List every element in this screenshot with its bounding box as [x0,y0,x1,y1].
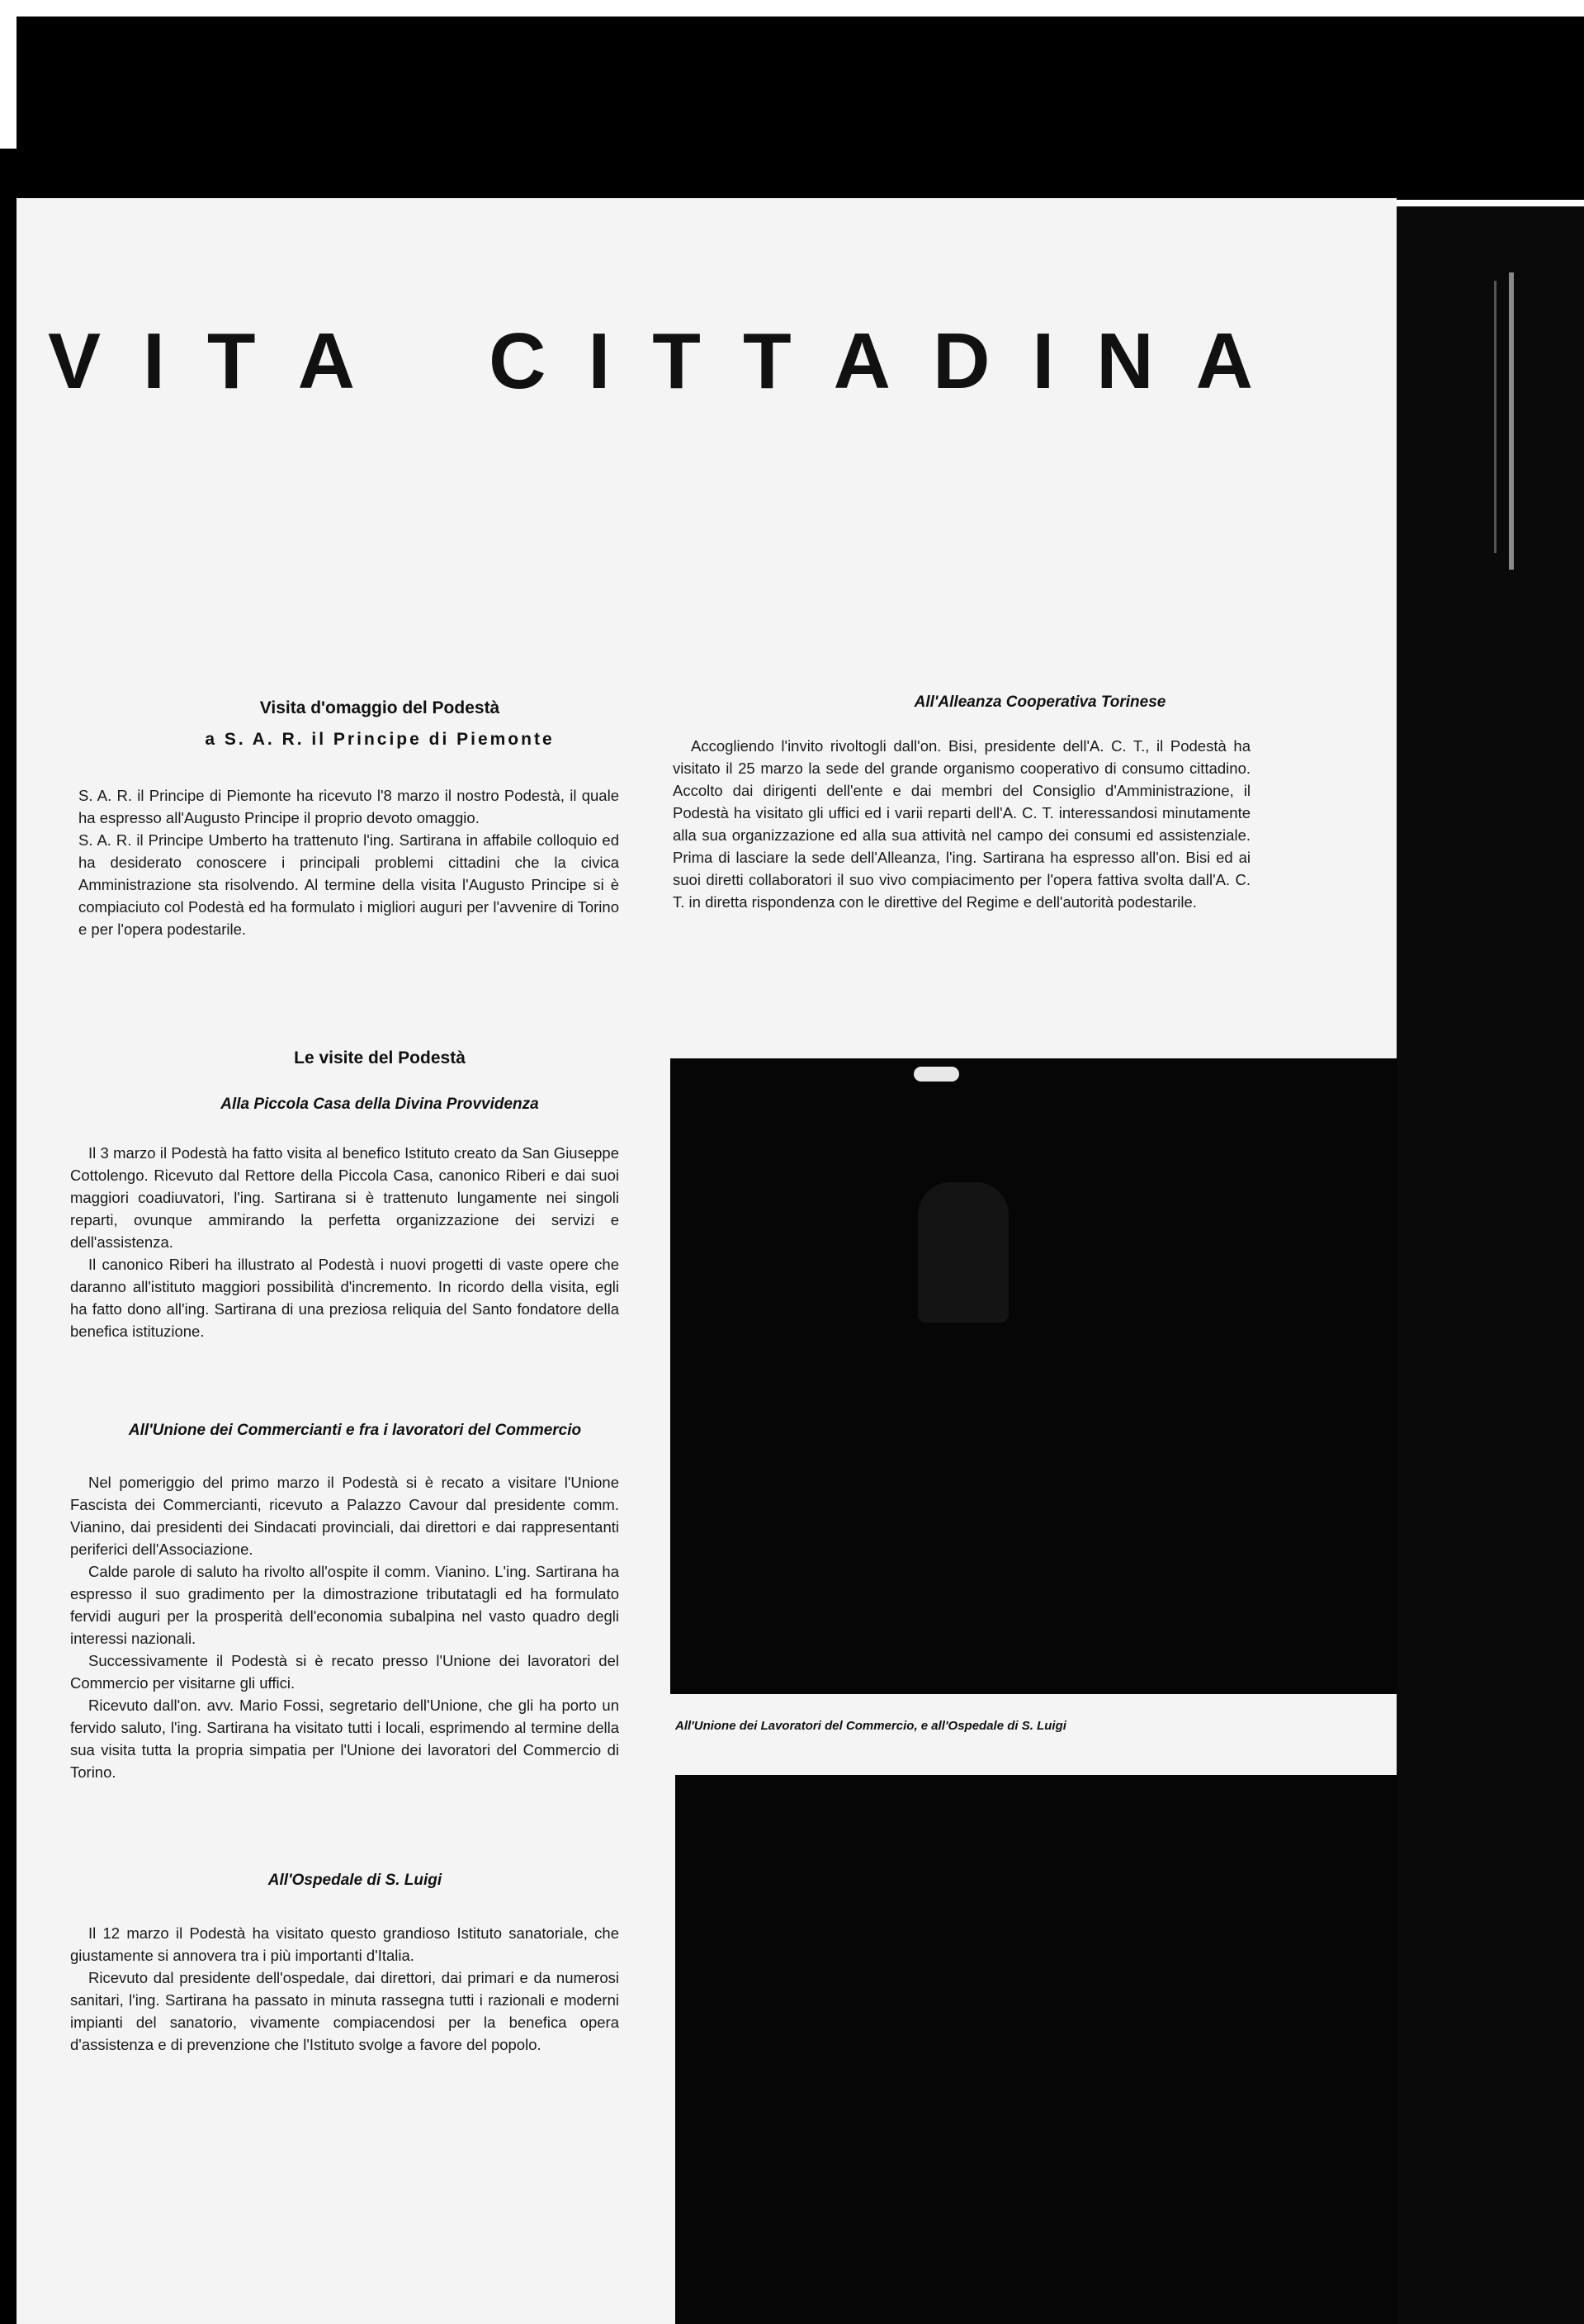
title-letter: N [1096,317,1154,405]
title-letter: T [206,317,256,405]
photo-top [670,1058,1397,1694]
paragraph: Calde parole di saluto ha rivolto all'ospite il comm. Vianino. L'ing. Sartirana ha espresso il suo gradimento per la dimostrazione tributatagli ed ha formulato fervidi auguri per la prosperità dell'economia subalpina nel vasto quadro degli interessi nazionali. [70,1563,619,1647]
paragraph: S. A. R. il Principe Umberto ha trattenuto l'ing. Sartirana in affabile colloquio ed ha desiderato conoscere i principali problemi cittadini che la civica Amministrazione sta risolvendo. Al termine della visita l'Augusto Principe si è compiaciuto col Podestà ed ha formulato i migliori auguri per l'avvenire di Torino e per l'opera podestarile. [78,831,619,938]
paragraph: Nel pomeriggio del primo marzo il Podestà si è recato a visitare l'Unione Fascista dei Commercianti, ricevuto a Palazzo Cavour dal presidente comm. Vianino, dai presidenti dei Sindacati provinciali, dai direttori e dai rappresentanti periferici dell'Associazione. [70,1474,619,1558]
paragraph: Il 3 marzo il Podestà ha fatto visita al benefico Istituto creato da San Giuseppe Cottolengo. Ricevuto dal Rettore della Piccola Casa, canonico Riberi e dai suoi maggiori coadiuvatori, l'ing. Sartirana si è trattenuto lungamente nei singoli reparti, ovunque ammirando la perfetta organizzazione dei servizi e dell'assistenza. [70,1144,619,1251]
photo-figure-shadow [918,1182,1009,1323]
title-letter: I [143,317,165,405]
title-letter: I [588,317,611,405]
section-heading-ospedale: All'Ospedale di S. Luigi [267,1872,442,1889]
title-letter: T [742,317,792,405]
photo-caption: All'Unione dei Lavoratori del Commercio, e all'Ospedale di S. Luigi [675,1719,1066,1733]
section-heading-line: a S. A. R. il Principe di Piemonte [205,730,555,749]
photo-light-spot [914,1067,959,1082]
paragraph: Ricevuto dal presidente dell'ospedale, dai direttori, dai primari e da numerosi sanitari, l'ing. Sartirana ha passato in minuta rassegna tutti i razionali e moderni impianti del sanatorio, vivamente compiacendosi per la benefica opera d'assistenza e di prevenzione che l'Istituto svolge a favore del popolo. [70,1969,619,2053]
paragraph: S. A. R. il Principe di Piemonte ha ricevuto l'8 marzo il nostro Podestà, il quale ha espresso all'Augusto Principe il proprio devoto omaggio. [78,787,619,826]
section-heading-visite: Le visite del Podestà [294,1048,466,1067]
right-vertical-rule-2 [1494,281,1497,553]
paragraph: Successivamente il Podestà si è recato presso l'Unione dei lavoratori del Commercio per visitarne gli uffici. [70,1652,619,1692]
title-letter: A [1195,317,1253,405]
title-letter: T [652,317,701,405]
section-heading-visita-omaggio [83,698,677,750]
section-heading-line: Visita d'omaggio del Podestà [259,698,500,717]
section-heading-alleanza: All'Alleanza Cooperativa Torinese [914,693,1166,711]
title-letter: V [48,317,102,405]
right-vertical-rule [1509,272,1514,570]
title-letter: I [1032,317,1055,405]
paragraph: Accogliendo l'invito rivoltogli dall'on. Bisi, presidente dell'A. C. T., il Podestà ha visitato il 25 marzo la sede del grande organismo cooperativo di consumo cittadino. Accolto dai dirigenti dell'ente e dai membri del Consiglio d'Amministrazione, il Podestà ha visitato gli uffici ed i varii reparti dell'A. C. T. interessandosi minutamente alla sua organizzazione ed alla sua attività nel campo dei consumi ed assistenziale. Prima di lasciare la sede dell'Alleanza, l'ing. Sartirana ha espresso all'on. Bisi ed ai suoi diretti collaboratori il suo vivo compiacimento per l'opera fattiva svolta dall'A. C. T. in diretta rispondenza con le direttive del Regime e dell'autorità podestarile. [673,737,1251,911]
paragraph: Ricevuto dall'on. avv. Mario Fossi, segretario dell'Unione, che gli ha porto un fervido saluto, l'ing. Sartirana ha visitato tutti i locali, esprimendo al termine della sua visita tutta la propria simpatia per l'Unione dei lavoratori del Commercio di Torino. [70,1697,619,1781]
left-dark-border [0,149,18,2324]
right-dark-page-edge [1397,206,1584,2324]
section-body-alleanza [673,735,1251,913]
title-letter: A [297,317,355,405]
title-letter: C [489,317,546,405]
section-heading-unione-commercianti: All'Unione dei Commercianti e fra i lavoratori del Commercio [128,1422,582,1439]
top-dark-border [17,17,1584,200]
section-body-visita-omaggio [78,784,619,940]
section-body-ospedale [70,1922,619,2056]
title-letter: D [933,317,991,405]
paragraph: Il 12 marzo il Podestà ha visitato questo grandioso Istituto sanatoriale, che giustamente si annovera tra i più importanti d'Italia. [70,1924,619,1964]
page-title [48,312,1253,411]
section-subheading-piccola-casa: Alla Piccola Casa della Divina Provvidenza [220,1096,539,1113]
paragraph: Il canonico Riberi ha illustrato al Podestà i nuovi progetti di vaste opere che daranno all'istituto maggiori possibilità d'incremento. In ricordo della visita, egli ha fatto dono all'ing. Sartirana di una preziosa reliquia del Santo fondatore della benefica istituzione. [70,1256,619,1340]
section-body-unione-commercianti [70,1471,619,1783]
section-body-piccola-casa [70,1142,619,1342]
photo-bottom [675,1775,1397,2324]
title-letter: A [833,317,891,405]
